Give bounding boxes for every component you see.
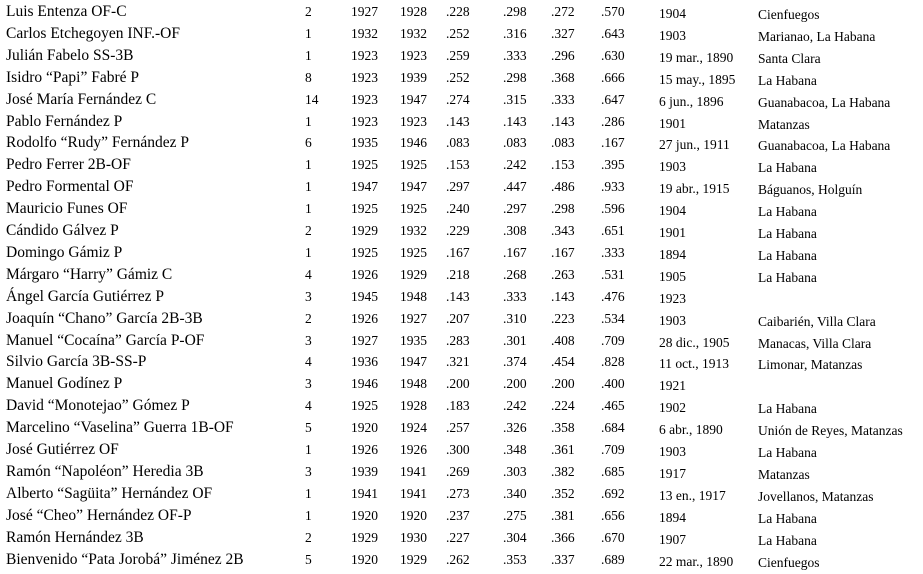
player-name: Pedro Ferrer 2B-OF bbox=[6, 156, 131, 174]
table-row bbox=[0, 395, 923, 417]
first-season: 1939 bbox=[351, 463, 378, 479]
player-name: Rodolfo “Rudy” Fernández P bbox=[6, 134, 189, 152]
slugging-pct: .366 bbox=[551, 529, 575, 545]
seasons-count: 5 bbox=[305, 420, 312, 436]
on-base-pct: .242 bbox=[503, 398, 527, 414]
player-name: Domingo Gámiz P bbox=[6, 243, 123, 261]
first-season: 1923 bbox=[351, 69, 378, 85]
on-base-pct: .298 bbox=[503, 4, 527, 19]
last-season: 1925 bbox=[400, 244, 427, 260]
ops-value: .400 bbox=[601, 376, 625, 392]
birth-place: Jovellanos, Matanzas bbox=[758, 488, 874, 504]
ops-value: .689 bbox=[601, 551, 625, 567]
birth-date: 1902 bbox=[659, 400, 686, 416]
birth-date: 1907 bbox=[659, 531, 686, 547]
seasons-count: 1 bbox=[305, 179, 312, 195]
on-base-pct: .333 bbox=[503, 288, 527, 304]
last-season: 1923 bbox=[400, 113, 427, 129]
player-name: David “Monotejao” Gómez P bbox=[6, 397, 190, 415]
seasons-count: 2 bbox=[305, 310, 312, 326]
batting-average: .321 bbox=[446, 354, 470, 370]
slugging-pct: .361 bbox=[551, 442, 575, 457]
slugging-pct: .298 bbox=[551, 201, 575, 217]
player-name: Luis Entenza OF-C bbox=[6, 3, 127, 20]
seasons-count: 2 bbox=[305, 529, 312, 545]
seasons-count: 4 bbox=[305, 354, 312, 370]
table-row bbox=[0, 242, 923, 264]
first-season: 1945 bbox=[351, 288, 378, 304]
ops-value: .395 bbox=[601, 157, 625, 173]
batting-average: .297 bbox=[446, 179, 470, 195]
first-season: 1946 bbox=[351, 376, 378, 392]
player-name: Julián Fabelo SS-3B bbox=[6, 46, 134, 64]
on-base-pct: .143 bbox=[503, 113, 527, 129]
birth-date: 11 oct., 1913 bbox=[659, 356, 729, 372]
seasons-count: 3 bbox=[305, 463, 312, 479]
birth-date: 19 mar., 1890 bbox=[659, 49, 734, 65]
batting-average: .200 bbox=[446, 376, 470, 392]
first-season: 1923 bbox=[351, 91, 378, 107]
table-row bbox=[0, 527, 923, 549]
first-season: 1929 bbox=[351, 223, 378, 238]
player-name: Joaquín “Chano” García 2B-3B bbox=[6, 309, 203, 327]
batting-average: .143 bbox=[446, 288, 470, 304]
player-name: Bienvenido “Pata Jorobá” Jiménez 2B bbox=[6, 550, 244, 568]
first-season: 1920 bbox=[351, 420, 378, 436]
slugging-pct: .263 bbox=[551, 266, 575, 282]
batting-average: .273 bbox=[446, 485, 470, 501]
birth-place: Guanabacoa, La Habana bbox=[758, 94, 891, 110]
last-season: 1941 bbox=[400, 485, 427, 501]
table-row bbox=[0, 220, 923, 242]
slugging-pct: .143 bbox=[551, 113, 575, 129]
on-base-pct: .200 bbox=[503, 376, 527, 392]
ops-value: .709 bbox=[601, 332, 625, 348]
first-season: 1932 bbox=[351, 25, 378, 41]
first-season: 1935 bbox=[351, 135, 378, 151]
table-row bbox=[0, 505, 923, 527]
batting-average: .274 bbox=[446, 91, 470, 107]
last-season: 1925 bbox=[400, 201, 427, 217]
seasons-count: 6 bbox=[305, 135, 312, 151]
first-season: 1936 bbox=[351, 354, 378, 370]
slugging-pct: .200 bbox=[551, 376, 575, 392]
batting-average: .257 bbox=[446, 420, 470, 436]
birth-date: 1904 bbox=[659, 6, 686, 21]
ops-value: .286 bbox=[601, 113, 625, 129]
birth-place: La Habana bbox=[758, 532, 817, 548]
seasons-count: 1 bbox=[305, 113, 312, 129]
table-row bbox=[0, 417, 923, 439]
table-row bbox=[0, 132, 923, 154]
last-season: 1928 bbox=[400, 4, 427, 19]
ops-value: .685 bbox=[601, 463, 625, 479]
ops-value: .684 bbox=[601, 420, 625, 436]
last-season: 1924 bbox=[400, 420, 427, 436]
birth-date: 13 en., 1917 bbox=[659, 487, 726, 503]
batting-average: .218 bbox=[446, 266, 470, 282]
birth-place: Báguanos, Holguín bbox=[758, 182, 863, 198]
on-base-pct: .310 bbox=[503, 310, 527, 326]
birth-date: 1905 bbox=[659, 268, 686, 284]
birth-date: 1903 bbox=[659, 312, 686, 328]
last-season: 1925 bbox=[400, 157, 427, 173]
first-season: 1920 bbox=[351, 551, 378, 567]
player-name: Márgaro “Harry” Gámiz C bbox=[6, 265, 173, 283]
table-row bbox=[0, 330, 923, 352]
ops-value: .647 bbox=[601, 91, 625, 107]
table-row bbox=[0, 198, 923, 220]
on-base-pct: .316 bbox=[503, 25, 527, 41]
birth-date: 1923 bbox=[659, 290, 686, 306]
batting-average: .083 bbox=[446, 135, 470, 151]
player-name: Alberto “Sagüita” Hernández OF bbox=[6, 484, 213, 502]
ops-value: .670 bbox=[601, 529, 625, 545]
table-row bbox=[0, 461, 923, 483]
last-season: 1929 bbox=[400, 266, 427, 282]
birth-place: Manacas, Villa Clara bbox=[758, 335, 872, 351]
ops-value: .630 bbox=[601, 47, 625, 63]
seasons-count: 14 bbox=[305, 91, 319, 107]
table-row bbox=[0, 154, 923, 176]
birth-date: 28 dic., 1905 bbox=[659, 334, 730, 350]
birth-place: Unión de Reyes, Matanzas bbox=[758, 423, 903, 439]
seasons-count: 2 bbox=[305, 4, 312, 19]
player-name: José María Fernández C bbox=[6, 90, 157, 108]
birth-place: La Habana bbox=[758, 247, 817, 263]
player-name: Isidro “Papi” Fabré P bbox=[6, 68, 140, 86]
slugging-pct: .224 bbox=[551, 398, 575, 414]
first-season: 1927 bbox=[351, 4, 378, 19]
table-row bbox=[0, 111, 923, 133]
slugging-pct: .382 bbox=[551, 463, 575, 479]
first-season: 1920 bbox=[351, 507, 378, 523]
birth-date: 19 abr., 1915 bbox=[659, 181, 730, 197]
seasons-count: 1 bbox=[305, 201, 312, 217]
birth-place: Marianao, La Habana bbox=[758, 28, 876, 44]
birth-place: La Habana bbox=[758, 72, 817, 88]
player-name: Silvio García 3B-SS-P bbox=[6, 353, 147, 371]
seasons-count: 2 bbox=[305, 223, 312, 238]
ops-value: .828 bbox=[601, 354, 625, 370]
last-season: 1923 bbox=[400, 47, 427, 63]
birth-place: La Habana bbox=[758, 226, 817, 241]
table-row bbox=[0, 176, 923, 198]
seasons-count: 8 bbox=[305, 69, 312, 85]
last-season: 1946 bbox=[400, 135, 427, 151]
ops-value: .656 bbox=[601, 507, 625, 523]
on-base-pct: .303 bbox=[503, 463, 527, 479]
ops-value: .692 bbox=[601, 485, 625, 501]
seasons-count: 1 bbox=[305, 507, 312, 523]
table-row bbox=[0, 373, 923, 395]
birth-place: Cienfuegos bbox=[758, 554, 820, 570]
on-base-pct: .326 bbox=[503, 420, 527, 436]
batting-average: .237 bbox=[446, 507, 470, 523]
batting-average: .252 bbox=[446, 25, 470, 41]
on-base-pct: .447 bbox=[503, 179, 527, 195]
table-row bbox=[0, 308, 923, 330]
ops-value: .596 bbox=[601, 201, 625, 217]
player-name: Manuel “Cocaína” García P-OF bbox=[6, 331, 205, 349]
batting-average: .259 bbox=[446, 47, 470, 63]
on-base-pct: .340 bbox=[503, 485, 527, 501]
birth-place: Limonar, Matanzas bbox=[758, 357, 863, 373]
birth-place: La Habana bbox=[758, 269, 817, 285]
last-season: 1939 bbox=[400, 69, 427, 85]
last-season: 1947 bbox=[400, 91, 427, 107]
seasons-count: 4 bbox=[305, 266, 312, 282]
table-row bbox=[0, 1, 923, 23]
birth-place: La Habana bbox=[758, 445, 817, 460]
last-season: 1929 bbox=[400, 551, 427, 567]
batting-average: .143 bbox=[446, 113, 470, 129]
seasons-count: 3 bbox=[305, 376, 312, 392]
last-season: 1948 bbox=[400, 288, 427, 304]
ops-value: .570 bbox=[601, 4, 625, 19]
seasons-count: 1 bbox=[305, 157, 312, 173]
birth-place: Guanabacoa, La Habana bbox=[758, 138, 891, 154]
last-season: 1932 bbox=[400, 25, 427, 41]
first-season: 1926 bbox=[351, 310, 378, 326]
ops-value: .531 bbox=[601, 266, 625, 282]
ops-value: .651 bbox=[601, 223, 625, 238]
player-name: Ramón Hernández 3B bbox=[6, 528, 144, 546]
birth-place: Matanzas bbox=[758, 466, 810, 482]
first-season: 1927 bbox=[351, 332, 378, 348]
ops-value: .709 bbox=[601, 442, 625, 457]
table-row bbox=[0, 286, 923, 308]
on-base-pct: .297 bbox=[503, 201, 527, 217]
birth-place: La Habana bbox=[758, 204, 817, 220]
player-name: José Gutiérrez OF bbox=[6, 441, 119, 458]
birth-date: 15 may., 1895 bbox=[659, 71, 736, 87]
birth-date: 1917 bbox=[659, 465, 686, 481]
slugging-pct: .454 bbox=[551, 354, 575, 370]
table-row bbox=[0, 23, 923, 45]
table-row bbox=[0, 483, 923, 505]
last-season: 1935 bbox=[400, 332, 427, 348]
on-base-pct: .353 bbox=[503, 551, 527, 567]
on-base-pct: .348 bbox=[503, 442, 527, 457]
player-name: Mauricio Funes OF bbox=[6, 200, 128, 218]
birth-place: La Habana bbox=[758, 401, 817, 417]
birth-place: Santa Clara bbox=[758, 50, 821, 66]
table-row bbox=[0, 45, 923, 67]
slugging-pct: .486 bbox=[551, 179, 575, 195]
last-season: 1932 bbox=[400, 223, 427, 238]
last-season: 1926 bbox=[400, 442, 427, 457]
ops-value: .933 bbox=[601, 179, 625, 195]
slugging-pct: .153 bbox=[551, 157, 575, 173]
birth-place: Matanzas bbox=[758, 116, 810, 132]
seasons-count: 1 bbox=[305, 25, 312, 41]
ops-value: .534 bbox=[601, 310, 625, 326]
slugging-pct: .083 bbox=[551, 135, 575, 151]
on-base-pct: .242 bbox=[503, 157, 527, 173]
ops-value: .465 bbox=[601, 398, 625, 414]
seasons-count: 5 bbox=[305, 551, 312, 567]
birth-date: 1904 bbox=[659, 203, 686, 219]
birth-date: 1903 bbox=[659, 159, 686, 175]
seasons-count: 4 bbox=[305, 398, 312, 414]
seasons-count: 3 bbox=[305, 288, 312, 304]
on-base-pct: .083 bbox=[503, 135, 527, 151]
birth-date: 1901 bbox=[659, 115, 686, 131]
slugging-pct: .143 bbox=[551, 288, 575, 304]
slugging-pct: .167 bbox=[551, 244, 575, 260]
birth-date: 1903 bbox=[659, 27, 686, 43]
birth-date: 1894 bbox=[659, 246, 686, 262]
slugging-pct: .381 bbox=[551, 507, 575, 523]
batting-average: .227 bbox=[446, 529, 470, 545]
birth-place: La Habana bbox=[758, 510, 817, 526]
player-name: Pedro Formental OF bbox=[6, 178, 134, 196]
batting-average: .269 bbox=[446, 463, 470, 479]
birth-date: 22 mar., 1890 bbox=[659, 553, 734, 569]
last-season: 1947 bbox=[400, 354, 427, 370]
batting-average: .183 bbox=[446, 398, 470, 414]
table-row bbox=[0, 89, 923, 111]
batting-average: .207 bbox=[446, 310, 470, 326]
table-row bbox=[0, 67, 923, 89]
first-season: 1926 bbox=[351, 442, 378, 457]
batting-average: .252 bbox=[446, 69, 470, 85]
player-name: Ángel García Gutiérrez P bbox=[6, 287, 164, 305]
ops-value: .167 bbox=[601, 135, 625, 151]
slugging-pct: .408 bbox=[551, 332, 575, 348]
seasons-count: 3 bbox=[305, 332, 312, 348]
birth-date: 1894 bbox=[659, 509, 686, 525]
birth-date: 1901 bbox=[659, 225, 686, 240]
seasons-count: 1 bbox=[305, 485, 312, 501]
player-name: Pablo Fernández P bbox=[6, 112, 123, 130]
batting-average: .283 bbox=[446, 332, 470, 348]
slugging-pct: .352 bbox=[551, 485, 575, 501]
player-name: Carlos Etchegoyen INF.-OF bbox=[6, 24, 180, 42]
table-row bbox=[0, 264, 923, 286]
last-season: 1947 bbox=[400, 179, 427, 195]
first-season: 1929 bbox=[351, 529, 378, 545]
birth-place: Caibarién, Villa Clara bbox=[758, 313, 876, 329]
slugging-pct: .272 bbox=[551, 4, 575, 19]
first-season: 1923 bbox=[351, 47, 378, 63]
birth-date: 1903 bbox=[659, 444, 686, 459]
slugging-pct: .368 bbox=[551, 69, 575, 85]
last-season: 1927 bbox=[400, 310, 427, 326]
birth-date: 27 jun., 1911 bbox=[659, 137, 730, 153]
first-season: 1925 bbox=[351, 201, 378, 217]
slugging-pct: .333 bbox=[551, 91, 575, 107]
batting-average: .229 bbox=[446, 223, 470, 238]
player-name: Cándido Gálvez P bbox=[6, 222, 119, 239]
first-season: 1947 bbox=[351, 179, 378, 195]
first-season: 1923 bbox=[351, 113, 378, 129]
player-name: Marcelino “Vaselina” Guerra 1B-OF bbox=[6, 419, 234, 437]
birth-date: 6 jun., 1896 bbox=[659, 93, 724, 109]
player-name: Manuel Godínez P bbox=[6, 375, 123, 393]
birth-date: 1921 bbox=[659, 378, 686, 394]
batting-average: .153 bbox=[446, 157, 470, 173]
batting-average: .300 bbox=[446, 442, 470, 457]
slugging-pct: .358 bbox=[551, 420, 575, 436]
seasons-count: 1 bbox=[305, 442, 312, 457]
last-season: 1928 bbox=[400, 398, 427, 414]
batting-average: .240 bbox=[446, 201, 470, 217]
batting-average: .228 bbox=[446, 4, 470, 19]
birth-place: La Habana bbox=[758, 160, 817, 176]
player-name: Ramón “Napoléon” Heredia 3B bbox=[6, 462, 204, 480]
on-base-pct: .315 bbox=[503, 91, 527, 107]
batting-average: .167 bbox=[446, 244, 470, 260]
player-name: José “Cheo” Hernández OF-P bbox=[6, 506, 192, 524]
ops-value: .333 bbox=[601, 244, 625, 260]
on-base-pct: .275 bbox=[503, 507, 527, 523]
first-season: 1925 bbox=[351, 398, 378, 414]
first-season: 1925 bbox=[351, 244, 378, 260]
first-season: 1925 bbox=[351, 157, 378, 173]
slugging-pct: .337 bbox=[551, 551, 575, 567]
seasons-count: 1 bbox=[305, 47, 312, 63]
slugging-pct: .327 bbox=[551, 25, 575, 41]
on-base-pct: .304 bbox=[503, 529, 527, 545]
on-base-pct: .268 bbox=[503, 266, 527, 282]
on-base-pct: .298 bbox=[503, 69, 527, 85]
on-base-pct: .374 bbox=[503, 354, 527, 370]
last-season: 1920 bbox=[400, 507, 427, 523]
ops-value: .476 bbox=[601, 288, 625, 304]
first-season: 1941 bbox=[351, 485, 378, 501]
birth-place: Cienfuegos bbox=[758, 7, 820, 22]
table-row bbox=[0, 351, 923, 373]
birth-date: 6 abr., 1890 bbox=[659, 422, 723, 438]
last-season: 1948 bbox=[400, 376, 427, 392]
slugging-pct: .343 bbox=[551, 223, 575, 238]
on-base-pct: .167 bbox=[503, 244, 527, 260]
batting-average: .262 bbox=[446, 551, 470, 567]
slugging-pct: .223 bbox=[551, 310, 575, 326]
last-season: 1941 bbox=[400, 463, 427, 479]
table-row bbox=[0, 439, 923, 461]
on-base-pct: .301 bbox=[503, 332, 527, 348]
ops-value: .666 bbox=[601, 69, 625, 85]
table-row bbox=[0, 549, 923, 571]
first-season: 1926 bbox=[351, 266, 378, 282]
ops-value: .643 bbox=[601, 25, 625, 41]
on-base-pct: .308 bbox=[503, 223, 527, 238]
last-season: 1930 bbox=[400, 529, 427, 545]
on-base-pct: .333 bbox=[503, 47, 527, 63]
slugging-pct: .296 bbox=[551, 47, 575, 63]
seasons-count: 1 bbox=[305, 244, 312, 260]
